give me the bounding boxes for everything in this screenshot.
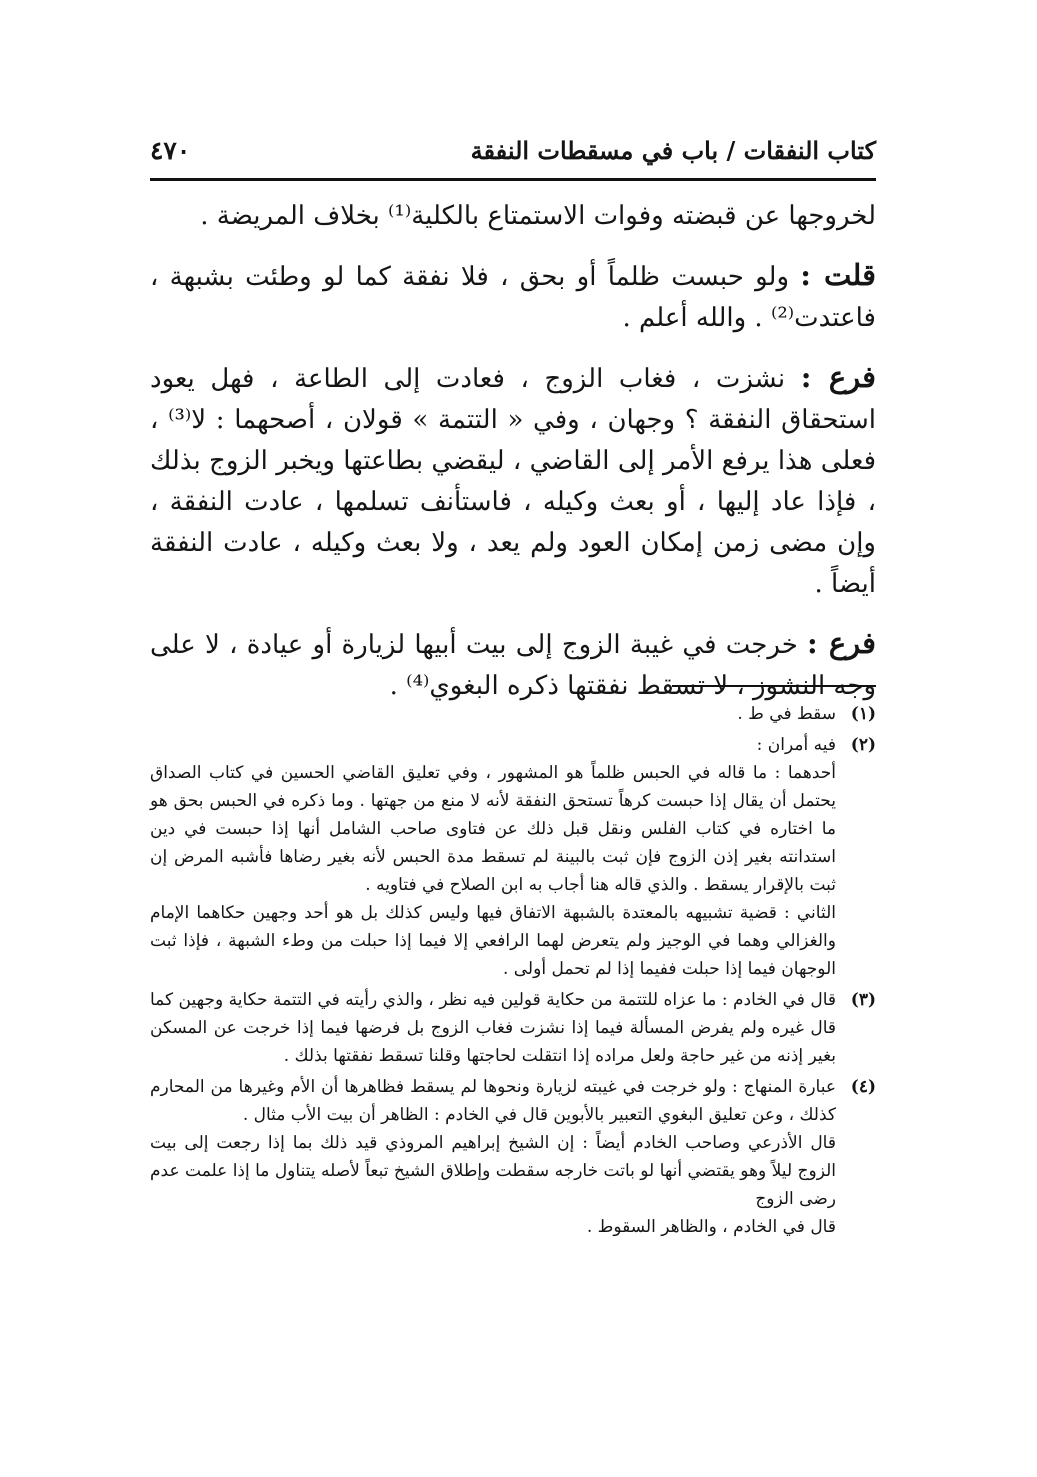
footnote-4-mark: (٤) [850,1077,876,1097]
footnote-1-line-1: سقط في ط . [737,704,836,724]
footnote-1 [150,700,876,728]
paragraph-2-text: ولو حبست ظلماً أو بحق ، فلا نفقة كما لو وطئت بشبهة ، فاعتدت⁽²⁾ . والله أعلم . [150,262,876,333]
footnote-divider [672,685,876,687]
paragraph-3-label: فرع : [800,360,877,394]
footnote-2-body [150,731,836,983]
paragraph-4-text: خرجت في غيبة الزوج إلى بيت أبيها لزيارة أو عيادة ، لا على وجه النشوز ، لا تسقط نفقتها ذكره البغوي⁽⁴⁾ . [150,630,876,701]
footnote-2-line-3: الثاني : قضية تشبيهه بالمعتدة بالشبهة الاتفاق فيها وليس كذلك بل هو أحد وجهين حكاهما الإمام والغزالي وهما في الوجيز ولم يتعرض لهما الرافعي إلا فيما إذا حبلت من وطء الشبهة ، فإذا ثبت الوجهان فيما إذا حبلت ففيما إذا لم تحمل أولى . [150,903,836,979]
footnote-1-mark: (١) [850,704,876,724]
paragraph-3 [150,357,876,605]
footnote-2-line-1: فيه أمران : [756,735,836,755]
header-divider [150,178,876,181]
paragraph-1 [150,196,876,237]
footnote-2-mark: (٢) [850,735,876,755]
footnote-2-line-2: أحدهما : ما قاله في الحبس ظلماً هو المشهور ، وفي تعليق القاضي الحسين في كتاب الصداق يحتمل أن يقال إذا حبست كرهاً تستحق النفقة لأنه لا منع من جهتها . وما ذكره في الحبس بحق هو ما اختاره في كتاب الفلس ونقل قبل ذلك عن فتاوى صاحب الشامل أنها إذا حبست في دين استدانته بغير إذن الزوج فإن ثبت بالبينة لم تسقط مدة الحبس لأنه بغير رضاها فأشبه المرض إن ثبت بالإقرار يسقط . والذي قاله هنا أجاب به ابن الصلاح في فتاويه . [150,763,836,895]
main-text [150,196,876,725]
page-header [150,128,876,172]
running-title: كتاب النفقات / باب في مسقطات النفقة [470,136,876,165]
footnote-3-line-1: قال في الخادم : ما عزاه للتتمة من حكاية قولين فيه نظر ، والذي رأيته في التتمة حكاية وجهين كما قال غيره ولم يفرض المسألة فيما إذا نشزت فغاب الزوج بل فرضها فيما إذا خرجت عن المسكن بغير إذنه من غير حاجة ولعل مراده إذا انتقلت لحاجتها وقلنا تسقط نفقتها بذلك . [150,990,836,1066]
page-number: ٤٧٠ [150,136,191,165]
footnote-2 [150,731,876,983]
footnotes [150,700,876,1244]
paragraph-1-text: لخروجها عن قبضته وفوات الاستمتاع بالكلية⁽¹⁾ بخلاف المريضة . [200,201,876,231]
footnote-1-body [150,700,836,728]
paragraph-3-text: نشزت ، فغاب الزوج ، فعادت إلى الطاعة ، فهل يعود استحقاق النفقة ؟ وجهان ، وفي « التتمة » قولان ، أصحهما : لا⁽³⁾ ، فعلى هذا يرفع الأمر إلى القاضي ، ليقضي بطاعتها ويخبر الزوج بذلك ، فإذا عاد إليها ، أو بعث وكيله ، فاستأنف تسلمها ، عادت النفقة ، وإن مضى زمن إمكان العود ولم يعد ، ولا بعث وكيله ، عادت النفقة أيضاً . [150,364,876,599]
paragraph-2-label: قلت : [800,258,876,292]
paragraph-4-label: فرع : [807,626,877,660]
footnote-3 [150,986,876,1070]
footnote-3-mark: (٣) [850,990,876,1010]
footnote-4-body [150,1073,836,1241]
footnote-4-line-1: عبارة المنهاج : ولو خرجت في غيبته لزيارة ونحوها لم يسقط فظاهرها أن الأم وغيرها من المحارم كذلك ، وعن تعليق البغوي التعبير بالأبوين قال في الخادم : الظاهر أن بيت الأب مثال . [150,1077,836,1125]
footnote-4-line-2: قال الأذرعي وصاحب الخادم أيضاً : إن الشيخ إبراهيم المروذي قيد ذلك بما إذا رجعت إلى بيت الزوج ليلاً وهو يقتضي أنها لو باتت خارجه سقطت وإطلاق الشيخ تبعاً لأصله يتناول ما إذا علمت عدم رضى الزوج [150,1133,836,1209]
paragraph-4 [150,623,876,707]
footnote-4-line-3: قال في الخادم ، والظاهر السقوط . [586,1217,836,1237]
paragraph-2 [150,255,876,339]
footnote-3-body [150,986,836,1070]
footnote-4 [150,1073,876,1241]
